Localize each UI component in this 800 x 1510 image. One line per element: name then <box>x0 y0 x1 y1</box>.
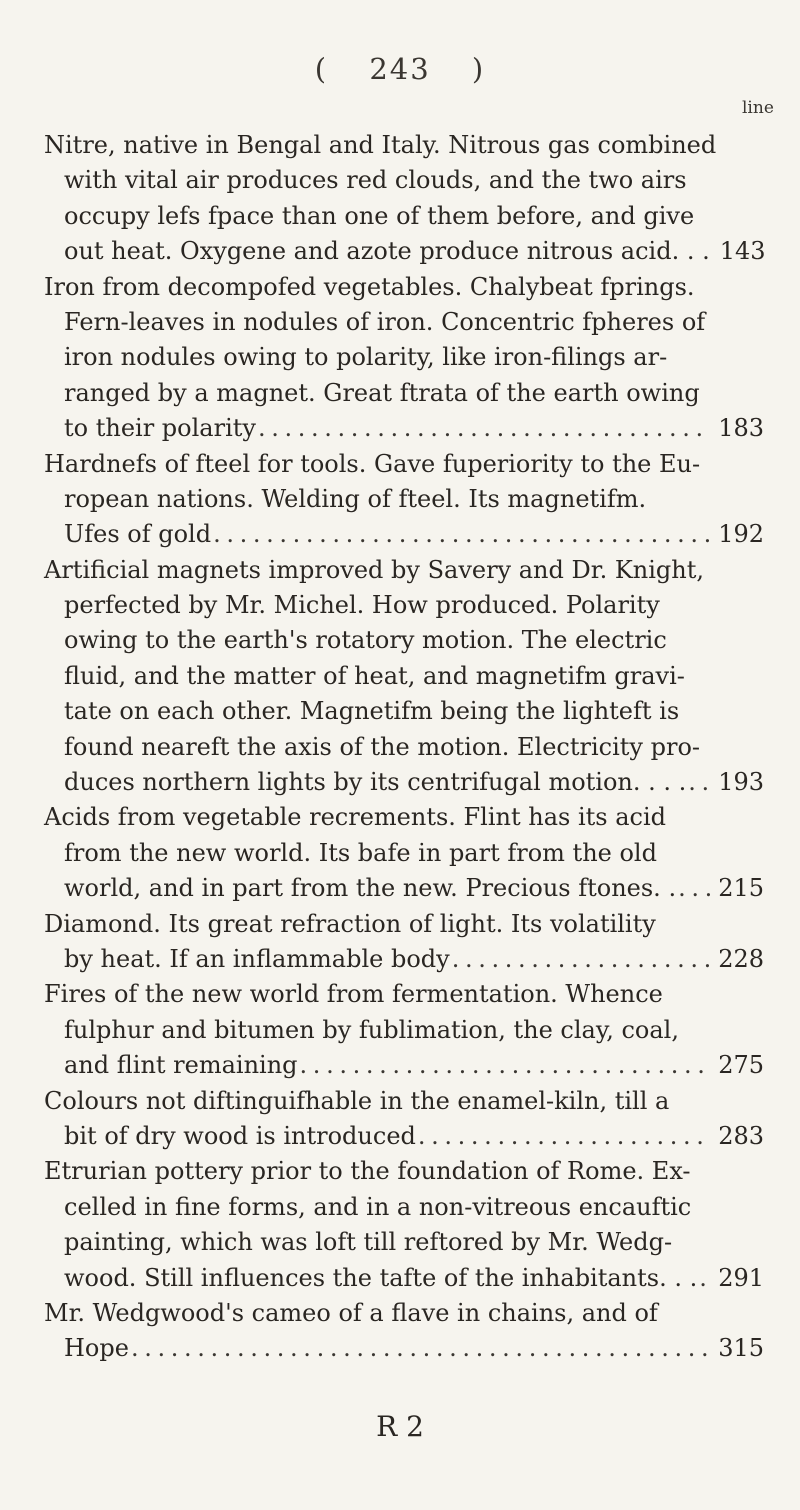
entry-page-number: 143 <box>719 237 766 266</box>
dot-leader <box>213 517 710 552</box>
index-entry-line <box>44 234 764 269</box>
entry-text: Hope <box>64 1334 129 1363</box>
index-entry-line <box>44 1261 764 1296</box>
index-entry-line: fluid, and the matter of heat, and magnetifm gravi- <box>64 661 685 690</box>
header-close-paren: ) <box>471 52 486 86</box>
index-entry <box>44 1084 764 1155</box>
index-entry-line: Colours not diftinguifhable in the enamel-kiln, till a <box>44 1086 670 1115</box>
entry-text: by heat. If an inflammable body <box>64 944 450 973</box>
header-open-paren: ( <box>314 52 329 86</box>
signature-mark: R 2 <box>376 1410 424 1443</box>
page-header <box>0 52 800 86</box>
index-entry-line: Fern-leaves in nodules of iron. Concentric fpheres of <box>64 307 706 336</box>
entry-page-number: 193 <box>718 768 764 797</box>
entry-text: to their polarity <box>64 414 256 443</box>
entry-text: out heat. Oxygene and azote produce nitrous acid. . . <box>64 237 710 266</box>
index-entry-line: Etrurian pottery prior to the foundation of Rome. Ex- <box>44 1157 691 1186</box>
index-entry-line: owing to the earth's rotatory motion. The electric <box>64 626 667 655</box>
index-entry <box>44 447 764 553</box>
index-entry-line: with vital air produces red clouds, and the two airs <box>64 166 687 195</box>
index-list <box>44 128 764 1367</box>
index-entry-line <box>44 1331 764 1366</box>
index-entry-line: perfected by Mr. Michel. How produced. Polarity <box>64 591 660 620</box>
entry-page-number: 192 <box>718 520 764 549</box>
dot-leader <box>258 411 710 446</box>
dot-leader <box>418 1119 710 1154</box>
index-entry-line: iron nodules owing to polarity, like iron-filings ar- <box>64 343 668 372</box>
index-entry <box>44 553 764 801</box>
index-entry <box>44 128 764 270</box>
entry-page-number: 183 <box>718 414 764 443</box>
index-entry-line: Hardnefs of fteel for tools. Gave fuperiority to the Eu- <box>44 449 701 478</box>
index-entry-line: ropean nations. Welding of fteel. Its magnetifm. <box>64 484 647 513</box>
entry-text: duces northern lights by its centrifugal motion. . . . <box>64 768 687 797</box>
index-entry <box>44 1296 764 1367</box>
index-entry-line: found neareft the axis of the motion. Electricity pro- <box>64 732 700 761</box>
index-entry-line: Artificial magnets improved by Savery and Dr. Knight, <box>44 555 704 584</box>
index-entry-line <box>44 1119 764 1154</box>
index-entry-line <box>44 765 764 800</box>
index-entry-line <box>44 942 764 977</box>
entry-text: wood. Still influences the tafte of the inhabitants. . . <box>64 1263 698 1292</box>
index-entry-line: fulphur and bitumen by fublimation, the clay, coal, <box>64 1015 679 1044</box>
dot-leader <box>678 871 710 906</box>
index-entry-line <box>44 411 764 446</box>
index-entry <box>44 800 764 906</box>
index-entry-line: Iron from decompofed vegetables. Chalybeat fprings. <box>44 272 695 301</box>
index-entry-line: occupy lefs fpace than one of them before, and give <box>64 201 695 230</box>
index-entry-line: Fires of the new world from fermentation. Whence <box>44 980 663 1009</box>
index-entry-line: from the new world. Its bafe in part from the old <box>64 838 657 867</box>
index-entry <box>44 270 764 447</box>
entry-page-number: 283 <box>718 1121 764 1150</box>
index-entry <box>44 1154 764 1296</box>
line-column-label: line <box>742 98 774 118</box>
entry-text: world, and in part from the new. Precious ftones. . <box>64 874 677 903</box>
index-entry-line: celled in fine forms, and in a non-vitreous encauftic <box>64 1192 692 1221</box>
index-entry-line: painting, which was loft till reftored by Mr. Wedg- <box>64 1228 673 1257</box>
entry-text: and flint remaining <box>64 1051 298 1080</box>
index-entry-line: tate on each other. Magnetifm being the lighteft is <box>64 697 680 726</box>
index-entry-line: Mr. Wedgwood's cameo of a flave in chains, and of <box>44 1298 658 1327</box>
dot-leader <box>300 1048 711 1083</box>
entry-text: bit of dry wood is introduced <box>64 1121 416 1150</box>
dot-leader <box>131 1331 710 1366</box>
index-entry-line: Acids from vegetable recrements. Flint has its acid <box>44 803 667 832</box>
index-entry <box>44 977 764 1083</box>
entry-page-number: 275 <box>718 1051 764 1080</box>
index-entry <box>44 907 764 978</box>
index-entry-line: Diamond. Its great refraction of light. Its volatility <box>44 909 656 938</box>
entry-page-number: 215 <box>718 874 764 903</box>
entry-text: Ufes of gold <box>64 520 212 549</box>
index-entry-line <box>44 1048 764 1083</box>
dot-leader <box>699 1261 710 1296</box>
page-number: 243 <box>369 52 431 86</box>
index-entry-line: ranged by a magnet. Great ftrata of the earth owing <box>64 378 700 407</box>
dot-leader <box>452 942 711 977</box>
dot-leader <box>688 765 710 800</box>
index-entry-line <box>44 871 764 906</box>
entry-page-number: 315 <box>718 1334 764 1363</box>
index-entry-line: Nitre, native in Bengal and Italy. Nitrous gas combined <box>44 131 717 159</box>
entry-page-number: 291 <box>718 1263 764 1292</box>
index-entry-line <box>44 517 764 552</box>
entry-page-number: 228 <box>718 944 764 973</box>
